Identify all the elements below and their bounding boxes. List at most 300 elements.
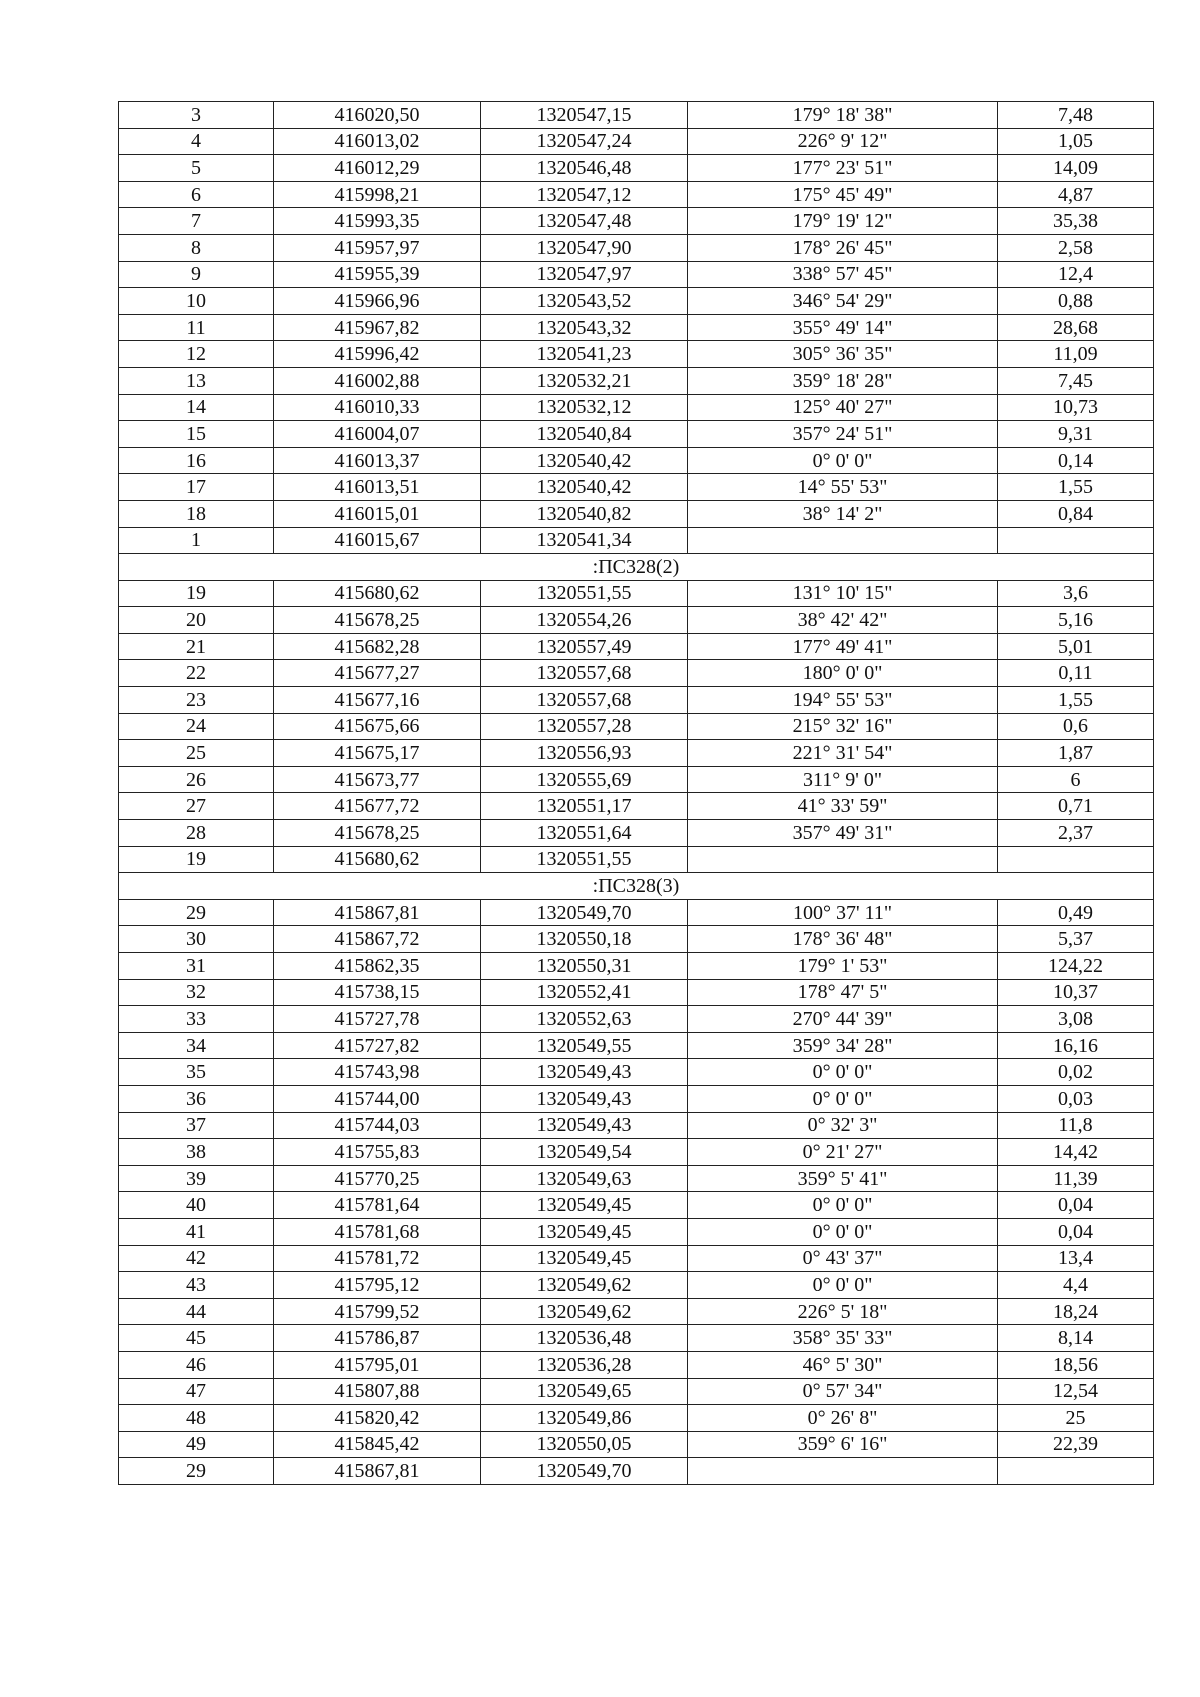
- point-number-cell: 3: [119, 102, 274, 129]
- y-coordinate-cell: 1320551,55: [481, 846, 688, 873]
- point-number-cell: 1: [119, 527, 274, 554]
- distance-cell: 0,02: [998, 1059, 1154, 1086]
- table-row: [119, 979, 1154, 1006]
- x-coordinate-cell: 415744,03: [274, 1112, 481, 1139]
- x-coordinate-cell: 415743,98: [274, 1059, 481, 1086]
- y-coordinate-cell: 1320557,68: [481, 687, 688, 714]
- point-number-cell: 47: [119, 1378, 274, 1405]
- bearing-angle-cell: 175° 45' 49": [688, 181, 998, 208]
- bearing-angle-cell: 178° 47' 5": [688, 979, 998, 1006]
- distance-cell: 22,39: [998, 1431, 1154, 1458]
- bearing-angle-cell: 46° 5' 30": [688, 1351, 998, 1378]
- distance-cell: 1,55: [998, 474, 1154, 501]
- point-number-cell: 33: [119, 1006, 274, 1033]
- table-row: [119, 1245, 1154, 1272]
- point-number-cell: 21: [119, 633, 274, 660]
- distance-cell: 35,38: [998, 208, 1154, 235]
- x-coordinate-cell: 415786,87: [274, 1325, 481, 1352]
- x-coordinate-cell: 416010,33: [274, 394, 481, 421]
- x-coordinate-cell: 415867,81: [274, 899, 481, 926]
- x-coordinate-cell: 416004,07: [274, 421, 481, 448]
- distance-cell: 7,48: [998, 102, 1154, 129]
- distance-cell: 16,16: [998, 1032, 1154, 1059]
- table-row: [119, 1085, 1154, 1112]
- table-row: [119, 447, 1154, 474]
- bearing-angle-cell: 305° 36' 35": [688, 341, 998, 368]
- table-row: [119, 607, 1154, 634]
- point-number-cell: 48: [119, 1405, 274, 1432]
- distance-cell: 13,4: [998, 1245, 1154, 1272]
- point-number-cell: 45: [119, 1325, 274, 1352]
- distance-cell: 14,09: [998, 155, 1154, 182]
- table-row: [119, 261, 1154, 288]
- x-coordinate-cell: 415867,72: [274, 926, 481, 953]
- bearing-angle-cell: 100° 37' 11": [688, 899, 998, 926]
- distance-cell: 1,87: [998, 740, 1154, 767]
- y-coordinate-cell: 1320549,45: [481, 1192, 688, 1219]
- y-coordinate-cell: 1320549,62: [481, 1272, 688, 1299]
- y-coordinate-cell: 1320536,48: [481, 1325, 688, 1352]
- point-number-cell: 25: [119, 740, 274, 767]
- bearing-angle-cell: 355° 49' 14": [688, 314, 998, 341]
- point-number-cell: 42: [119, 1245, 274, 1272]
- y-coordinate-cell: 1320550,18: [481, 926, 688, 953]
- table-row: [119, 1405, 1154, 1432]
- bearing-angle-cell: 0° 32' 3": [688, 1112, 998, 1139]
- x-coordinate-cell: 415996,42: [274, 341, 481, 368]
- point-number-cell: 13: [119, 367, 274, 394]
- bearing-angle-cell: 357° 49' 31": [688, 820, 998, 847]
- y-coordinate-cell: 1320549,43: [481, 1112, 688, 1139]
- bearing-angle-cell: [688, 527, 998, 554]
- x-coordinate-cell: 416020,50: [274, 102, 481, 129]
- distance-cell: 0,49: [998, 899, 1154, 926]
- point-number-cell: 12: [119, 341, 274, 368]
- x-coordinate-cell: 415727,78: [274, 1006, 481, 1033]
- point-number-cell: 34: [119, 1032, 274, 1059]
- table-row: [119, 500, 1154, 527]
- bearing-angle-cell: 226° 5' 18": [688, 1298, 998, 1325]
- x-coordinate-cell: 415673,77: [274, 766, 481, 793]
- bearing-angle-cell: 0° 0' 0": [688, 1059, 998, 1086]
- bearing-angle-cell: 0° 0' 0": [688, 1192, 998, 1219]
- x-coordinate-cell: 415795,01: [274, 1351, 481, 1378]
- point-number-cell: 46: [119, 1351, 274, 1378]
- distance-cell: 5,01: [998, 633, 1154, 660]
- x-coordinate-cell: 416002,88: [274, 367, 481, 394]
- x-coordinate-cell: 415781,68: [274, 1218, 481, 1245]
- table-row: [119, 713, 1154, 740]
- distance-cell: 7,45: [998, 367, 1154, 394]
- y-coordinate-cell: 1320549,43: [481, 1059, 688, 1086]
- x-coordinate-cell: 416013,37: [274, 447, 481, 474]
- y-coordinate-cell: 1320532,12: [481, 394, 688, 421]
- table-row: [119, 1218, 1154, 1245]
- table-row: [119, 766, 1154, 793]
- distance-cell: 10,73: [998, 394, 1154, 421]
- point-number-cell: 15: [119, 421, 274, 448]
- y-coordinate-cell: 1320540,84: [481, 421, 688, 448]
- x-coordinate-cell: 415820,42: [274, 1405, 481, 1432]
- x-coordinate-cell: 415675,17: [274, 740, 481, 767]
- table-row: [119, 1032, 1154, 1059]
- y-coordinate-cell: 1320550,31: [481, 953, 688, 980]
- table-row: [119, 660, 1154, 687]
- distance-cell: [998, 527, 1154, 554]
- point-number-cell: 36: [119, 1085, 274, 1112]
- distance-cell: [998, 1458, 1154, 1485]
- x-coordinate-cell: 416013,02: [274, 128, 481, 155]
- y-coordinate-cell: 1320549,45: [481, 1245, 688, 1272]
- table-row: [119, 580, 1154, 607]
- y-coordinate-cell: 1320547,90: [481, 234, 688, 261]
- point-number-cell: 10: [119, 288, 274, 315]
- distance-cell: 0,6: [998, 713, 1154, 740]
- point-number-cell: 38: [119, 1139, 274, 1166]
- distance-cell: 18,56: [998, 1351, 1154, 1378]
- bearing-angle-cell: 125° 40' 27": [688, 394, 998, 421]
- distance-cell: 4,4: [998, 1272, 1154, 1299]
- y-coordinate-cell: 1320556,93: [481, 740, 688, 767]
- coordinates-table-body: [119, 102, 1154, 1485]
- x-coordinate-cell: 415744,00: [274, 1085, 481, 1112]
- x-coordinate-cell: 415738,15: [274, 979, 481, 1006]
- x-coordinate-cell: 415677,16: [274, 687, 481, 714]
- table-row: [119, 820, 1154, 847]
- y-coordinate-cell: 1320547,15: [481, 102, 688, 129]
- distance-cell: 11,39: [998, 1165, 1154, 1192]
- x-coordinate-cell: 415845,42: [274, 1431, 481, 1458]
- point-number-cell: 23: [119, 687, 274, 714]
- point-number-cell: 11: [119, 314, 274, 341]
- x-coordinate-cell: 416012,29: [274, 155, 481, 182]
- point-number-cell: 4: [119, 128, 274, 155]
- table-row: [119, 474, 1154, 501]
- y-coordinate-cell: 1320543,52: [481, 288, 688, 315]
- bearing-angle-cell: 359° 6' 16": [688, 1431, 998, 1458]
- bearing-angle-cell: 358° 35' 33": [688, 1325, 998, 1352]
- point-number-cell: 44: [119, 1298, 274, 1325]
- y-coordinate-cell: 1320547,12: [481, 181, 688, 208]
- point-number-cell: 18: [119, 500, 274, 527]
- point-number-cell: 20: [119, 607, 274, 634]
- point-number-cell: 31: [119, 953, 274, 980]
- distance-cell: 8,14: [998, 1325, 1154, 1352]
- distance-cell: 5,37: [998, 926, 1154, 953]
- table-row: [119, 687, 1154, 714]
- section-header-row: [119, 554, 1154, 581]
- x-coordinate-cell: 415677,72: [274, 793, 481, 820]
- table-row: [119, 155, 1154, 182]
- x-coordinate-cell: 415678,25: [274, 820, 481, 847]
- bearing-angle-cell: 38° 14' 2": [688, 500, 998, 527]
- y-coordinate-cell: 1320552,41: [481, 979, 688, 1006]
- bearing-angle-cell: 0° 0' 0": [688, 1272, 998, 1299]
- x-coordinate-cell: 415955,39: [274, 261, 481, 288]
- point-number-cell: 9: [119, 261, 274, 288]
- point-number-cell: 29: [119, 1458, 274, 1485]
- bearing-angle-cell: 177° 49' 41": [688, 633, 998, 660]
- x-coordinate-cell: 415795,12: [274, 1272, 481, 1299]
- bearing-angle-cell: 215° 32' 16": [688, 713, 998, 740]
- point-number-cell: 41: [119, 1218, 274, 1245]
- bearing-angle-cell: 194° 55' 53": [688, 687, 998, 714]
- distance-cell: 11,09: [998, 341, 1154, 368]
- bearing-angle-cell: [688, 1458, 998, 1485]
- section-header-row: [119, 873, 1154, 900]
- x-coordinate-cell: 415682,28: [274, 633, 481, 660]
- y-coordinate-cell: 1320549,63: [481, 1165, 688, 1192]
- distance-cell: 0,03: [998, 1085, 1154, 1112]
- y-coordinate-cell: 1320550,05: [481, 1431, 688, 1458]
- y-coordinate-cell: 1320541,23: [481, 341, 688, 368]
- point-number-cell: 5: [119, 155, 274, 182]
- y-coordinate-cell: 1320555,69: [481, 766, 688, 793]
- table-row: [119, 288, 1154, 315]
- distance-cell: 3,08: [998, 1006, 1154, 1033]
- point-number-cell: 43: [119, 1272, 274, 1299]
- section-label: :ПС328(3): [119, 873, 1154, 900]
- distance-cell: 124,22: [998, 953, 1154, 980]
- x-coordinate-cell: 415675,66: [274, 713, 481, 740]
- bearing-angle-cell: 270° 44' 39": [688, 1006, 998, 1033]
- distance-cell: 12,4: [998, 261, 1154, 288]
- y-coordinate-cell: 1320551,64: [481, 820, 688, 847]
- y-coordinate-cell: 1320547,48: [481, 208, 688, 235]
- bearing-angle-cell: 359° 18' 28": [688, 367, 998, 394]
- bearing-angle-cell: 0° 21' 27": [688, 1139, 998, 1166]
- distance-cell: 11,8: [998, 1112, 1154, 1139]
- point-number-cell: 30: [119, 926, 274, 953]
- x-coordinate-cell: 415998,21: [274, 181, 481, 208]
- distance-cell: 4,87: [998, 181, 1154, 208]
- y-coordinate-cell: 1320540,42: [481, 474, 688, 501]
- y-coordinate-cell: 1320549,70: [481, 1458, 688, 1485]
- bearing-angle-cell: 14° 55' 53": [688, 474, 998, 501]
- table-row: [119, 1165, 1154, 1192]
- point-number-cell: 28: [119, 820, 274, 847]
- bearing-angle-cell: 178° 36' 48": [688, 926, 998, 953]
- distance-cell: 0,04: [998, 1218, 1154, 1245]
- bearing-angle-cell: 0° 0' 0": [688, 1218, 998, 1245]
- bearing-angle-cell: 0° 26' 8": [688, 1405, 998, 1432]
- table-row: [119, 1059, 1154, 1086]
- bearing-angle-cell: 179° 19' 12": [688, 208, 998, 235]
- table-row: [119, 394, 1154, 421]
- y-coordinate-cell: 1320536,28: [481, 1351, 688, 1378]
- point-number-cell: 16: [119, 447, 274, 474]
- x-coordinate-cell: 416015,67: [274, 527, 481, 554]
- point-number-cell: 6: [119, 181, 274, 208]
- bearing-angle-cell: 338° 57' 45": [688, 261, 998, 288]
- distance-cell: 18,24: [998, 1298, 1154, 1325]
- x-coordinate-cell: 415727,82: [274, 1032, 481, 1059]
- table-row: [119, 1325, 1154, 1352]
- table-row: [119, 899, 1154, 926]
- y-coordinate-cell: 1320557,49: [481, 633, 688, 660]
- y-coordinate-cell: 1320551,55: [481, 580, 688, 607]
- distance-cell: 1,05: [998, 128, 1154, 155]
- distance-cell: 0,71: [998, 793, 1154, 820]
- y-coordinate-cell: 1320540,42: [481, 447, 688, 474]
- x-coordinate-cell: 415867,81: [274, 1458, 481, 1485]
- distance-cell: 0,14: [998, 447, 1154, 474]
- bearing-angle-cell: 359° 34' 28": [688, 1032, 998, 1059]
- distance-cell: [998, 846, 1154, 873]
- y-coordinate-cell: 1320557,68: [481, 660, 688, 687]
- section-label: :ПС328(2): [119, 554, 1154, 581]
- point-number-cell: 24: [119, 713, 274, 740]
- table-row: [119, 1112, 1154, 1139]
- point-number-cell: 26: [119, 766, 274, 793]
- coordinates-table: [118, 101, 1154, 1485]
- table-row: [119, 953, 1154, 980]
- bearing-angle-cell: 346° 54' 29": [688, 288, 998, 315]
- x-coordinate-cell: 415957,97: [274, 234, 481, 261]
- bearing-angle-cell: 357° 24' 51": [688, 421, 998, 448]
- distance-cell: 9,31: [998, 421, 1154, 448]
- x-coordinate-cell: 415781,64: [274, 1192, 481, 1219]
- table-row: [119, 793, 1154, 820]
- x-coordinate-cell: 415680,62: [274, 580, 481, 607]
- point-number-cell: 29: [119, 899, 274, 926]
- bearing-angle-cell: 38° 42' 42": [688, 607, 998, 634]
- bearing-angle-cell: 178° 26' 45": [688, 234, 998, 261]
- y-coordinate-cell: 1320549,86: [481, 1405, 688, 1432]
- distance-cell: 0,84: [998, 500, 1154, 527]
- point-number-cell: 17: [119, 474, 274, 501]
- x-coordinate-cell: 416013,51: [274, 474, 481, 501]
- point-number-cell: 49: [119, 1431, 274, 1458]
- distance-cell: 2,58: [998, 234, 1154, 261]
- bearing-angle-cell: 0° 57' 34": [688, 1378, 998, 1405]
- point-number-cell: 14: [119, 394, 274, 421]
- bearing-angle-cell: 131° 10' 15": [688, 580, 998, 607]
- point-number-cell: 8: [119, 234, 274, 261]
- bearing-angle-cell: 359° 5' 41": [688, 1165, 998, 1192]
- table-row: [119, 1139, 1154, 1166]
- table-row: [119, 234, 1154, 261]
- table-row: [119, 314, 1154, 341]
- table-row: [119, 1458, 1154, 1485]
- distance-cell: 0,04: [998, 1192, 1154, 1219]
- bearing-angle-cell: 311° 9' 0": [688, 766, 998, 793]
- table-row: [119, 102, 1154, 129]
- table-row: [119, 1431, 1154, 1458]
- distance-cell: 1,55: [998, 687, 1154, 714]
- y-coordinate-cell: 1320547,97: [481, 261, 688, 288]
- y-coordinate-cell: 1320549,70: [481, 899, 688, 926]
- distance-cell: 2,37: [998, 820, 1154, 847]
- distance-cell: 3,6: [998, 580, 1154, 607]
- y-coordinate-cell: 1320552,63: [481, 1006, 688, 1033]
- table-row: [119, 208, 1154, 235]
- distance-cell: 5,16: [998, 607, 1154, 634]
- point-number-cell: 27: [119, 793, 274, 820]
- distance-cell: 10,37: [998, 979, 1154, 1006]
- y-coordinate-cell: 1320543,32: [481, 314, 688, 341]
- table-row: [119, 633, 1154, 660]
- x-coordinate-cell: 416015,01: [274, 500, 481, 527]
- x-coordinate-cell: 415993,35: [274, 208, 481, 235]
- y-coordinate-cell: 1320547,24: [481, 128, 688, 155]
- x-coordinate-cell: 415781,72: [274, 1245, 481, 1272]
- table-row: [119, 341, 1154, 368]
- bearing-angle-cell: 179° 1' 53": [688, 953, 998, 980]
- x-coordinate-cell: 415799,52: [274, 1298, 481, 1325]
- x-coordinate-cell: 415770,25: [274, 1165, 481, 1192]
- table-row: [119, 1298, 1154, 1325]
- distance-cell: 6: [998, 766, 1154, 793]
- x-coordinate-cell: 415678,25: [274, 607, 481, 634]
- y-coordinate-cell: 1320554,26: [481, 607, 688, 634]
- point-number-cell: 22: [119, 660, 274, 687]
- table-row: [119, 1378, 1154, 1405]
- bearing-angle-cell: [688, 846, 998, 873]
- point-number-cell: 39: [119, 1165, 274, 1192]
- table-row: [119, 740, 1154, 767]
- point-number-cell: 32: [119, 979, 274, 1006]
- table-row: [119, 181, 1154, 208]
- table-row: [119, 926, 1154, 953]
- y-coordinate-cell: 1320546,48: [481, 155, 688, 182]
- y-coordinate-cell: 1320540,82: [481, 500, 688, 527]
- y-coordinate-cell: 1320549,54: [481, 1139, 688, 1166]
- table-row: [119, 1351, 1154, 1378]
- distance-cell: 0,11: [998, 660, 1154, 687]
- point-number-cell: 7: [119, 208, 274, 235]
- y-coordinate-cell: 1320541,34: [481, 527, 688, 554]
- bearing-angle-cell: 0° 0' 0": [688, 1085, 998, 1112]
- distance-cell: 14,42: [998, 1139, 1154, 1166]
- point-number-cell: 35: [119, 1059, 274, 1086]
- table-row: [119, 1192, 1154, 1219]
- y-coordinate-cell: 1320532,21: [481, 367, 688, 394]
- table-row: [119, 421, 1154, 448]
- distance-cell: 0,88: [998, 288, 1154, 315]
- bearing-angle-cell: 41° 33' 59": [688, 793, 998, 820]
- bearing-angle-cell: 226° 9' 12": [688, 128, 998, 155]
- distance-cell: 28,68: [998, 314, 1154, 341]
- table-row: [119, 367, 1154, 394]
- y-coordinate-cell: 1320549,45: [481, 1218, 688, 1245]
- bearing-angle-cell: 0° 43' 37": [688, 1245, 998, 1272]
- table-row: [119, 1006, 1154, 1033]
- y-coordinate-cell: 1320557,28: [481, 713, 688, 740]
- y-coordinate-cell: 1320549,62: [481, 1298, 688, 1325]
- bearing-angle-cell: 180° 0' 0": [688, 660, 998, 687]
- x-coordinate-cell: 415677,27: [274, 660, 481, 687]
- x-coordinate-cell: 415967,82: [274, 314, 481, 341]
- point-number-cell: 37: [119, 1112, 274, 1139]
- y-coordinate-cell: 1320549,65: [481, 1378, 688, 1405]
- bearing-angle-cell: 177° 23' 51": [688, 155, 998, 182]
- y-coordinate-cell: 1320551,17: [481, 793, 688, 820]
- bearing-angle-cell: 221° 31' 54": [688, 740, 998, 767]
- distance-cell: 25: [998, 1405, 1154, 1432]
- bearing-angle-cell: 0° 0' 0": [688, 447, 998, 474]
- point-number-cell: 19: [119, 580, 274, 607]
- bearing-angle-cell: 179° 18' 38": [688, 102, 998, 129]
- y-coordinate-cell: 1320549,43: [481, 1085, 688, 1112]
- distance-cell: 12,54: [998, 1378, 1154, 1405]
- x-coordinate-cell: 415680,62: [274, 846, 481, 873]
- table-row: [119, 527, 1154, 554]
- table-row: [119, 1272, 1154, 1299]
- table-row: [119, 846, 1154, 873]
- x-coordinate-cell: 415966,96: [274, 288, 481, 315]
- y-coordinate-cell: 1320549,55: [481, 1032, 688, 1059]
